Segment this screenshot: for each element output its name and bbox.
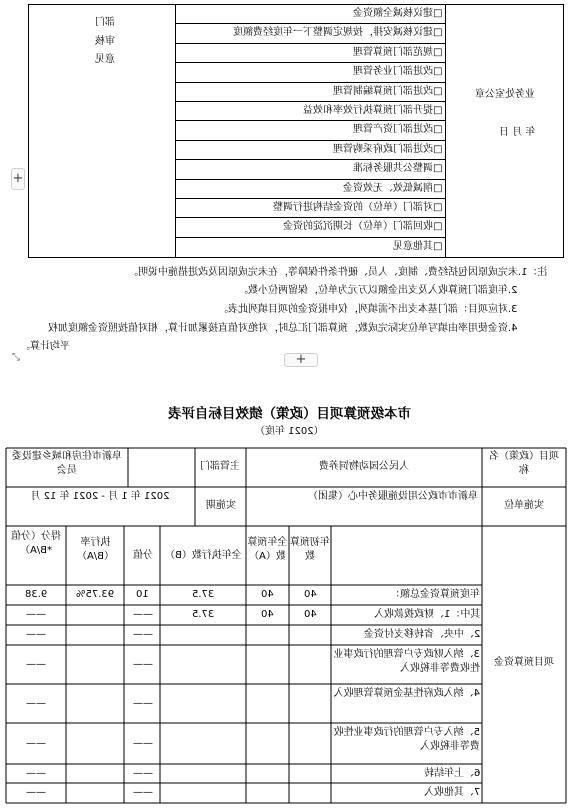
- row-full-exec: 37.5: [192, 609, 215, 620]
- impl-unit-value: 阜新市市政公用设施服务中心（集团）: [308, 491, 478, 502]
- header-full-year-exec: 全年执行数（B）: [165, 550, 242, 561]
- row-full-exec: [162, 628, 245, 642]
- review-option[interactable]: □削减低效、无效资金: [175, 180, 445, 199]
- options-list: [175, 5, 446, 257]
- row-got: ——: [26, 737, 46, 749]
- review-option[interactable]: □改进部门资产管理: [175, 121, 445, 140]
- review-label-column: [29, 5, 176, 257]
- note-2: 2.年度部门预算收入及支出金额以万元为单位，保留两位小数。: [238, 285, 518, 296]
- row-exec-rate: 93.75%: [76, 589, 115, 600]
- row-score: ——: [132, 767, 153, 779]
- review-option[interactable]: □收回部门（单位）长期沉淀的资金: [175, 218, 445, 237]
- review-option[interactable]: □对部门（单位）的资金结构进行调整: [175, 199, 445, 218]
- row-year-init: 40: [303, 589, 317, 600]
- row-exec-rate: [68, 786, 123, 800]
- table-subtitle: （2021 年度）: [254, 426, 324, 437]
- header-got-score: 得分（分值*B/A）: [11, 531, 61, 556]
- note-3: 3.对应项目：部门基本支出不需填列，仅申报资金的项目填列此表。: [218, 304, 518, 315]
- row-label: 7、其他收入: [423, 787, 480, 798]
- row-full-exec: [162, 697, 245, 711]
- row-year-init: [290, 786, 330, 800]
- row-full-exec: 37.5: [192, 589, 215, 600]
- row-got: ——: [26, 658, 46, 670]
- row-exec-rate: [68, 608, 123, 622]
- row-score: ——: [132, 658, 153, 670]
- review-option[interactable]: □改进部门政府采购管理: [175, 141, 445, 160]
- project-name-label: 项目（政策）名称: [489, 451, 559, 476]
- review-option[interactable]: □改进部门业务管理: [175, 63, 445, 82]
- row-year-init: 40: [303, 609, 317, 620]
- row-got: ——: [26, 629, 46, 640]
- review-option[interactable]: □调整公共服务标准: [175, 160, 445, 179]
- impl-unit-label: 实施单位: [504, 500, 544, 511]
- row-label: 2、中央、省转移支付资金: [363, 629, 480, 640]
- row-year-init: [290, 767, 330, 781]
- review-label: 审核: [95, 36, 115, 47]
- note-1: 注：1.未完成原因包括经费、制度、人员、硬件条件保障等，在未完成原因及改进措施中说明。: [128, 267, 548, 278]
- row-year-init: [290, 658, 330, 672]
- row-year-init: [290, 737, 330, 751]
- row-label: 5、纳入专户管理的行政事业性收费等非税收入: [333, 727, 480, 752]
- row-exec-rate: [68, 737, 123, 751]
- row-score: ——: [132, 697, 153, 709]
- resize-handle-icon[interactable]: ⤡: [12, 352, 20, 363]
- row-label: 4、纳入政府性基金预算管理收入: [333, 688, 480, 699]
- review-option[interactable]: □其他意见: [392, 240, 442, 252]
- row-score: ——: [132, 629, 153, 640]
- row-full-budget: [247, 628, 288, 642]
- row-full-budget: [247, 786, 288, 800]
- add-row-below-button[interactable]: +: [284, 353, 318, 367]
- row-got: ——: [26, 787, 46, 798]
- row-exec-rate: [68, 658, 123, 672]
- row-score: 10: [136, 589, 149, 600]
- row-score: ——: [132, 609, 153, 620]
- impl-period-value: 2021 年 1 月 - 2021 年 12 月: [30, 491, 170, 502]
- row-year-init: [290, 697, 330, 711]
- row-full-budget: [247, 767, 288, 781]
- row-exec-rate: [68, 697, 123, 711]
- row-year-init: [290, 628, 330, 642]
- row-label: 其中：1、财政拨款收入: [373, 609, 480, 620]
- row-exec-rate: [68, 628, 123, 642]
- row-label: 6、上年结转: [423, 767, 480, 779]
- section-label: 项目预算资金: [494, 657, 554, 668]
- row-got: ——: [26, 697, 46, 709]
- supervisor-label: 主管部门: [200, 461, 240, 472]
- review-option[interactable]: □提升部门预算执行效率和效益: [175, 102, 445, 121]
- row-full-budget: 40: [261, 589, 274, 600]
- note-4: 4.资金使用率由填写单位实际完成数，预算部门汇总时，对绝对值直接累加计算，相对值按照资金额度加权: [48, 323, 518, 334]
- row-full-exec: [162, 658, 245, 672]
- review-option[interactable]: □建议核减全额资金: [175, 5, 445, 24]
- header-year-init: 年初预算数: [290, 537, 330, 562]
- review-form-table: [28, 4, 564, 258]
- row-score: ——: [132, 787, 153, 798]
- row-full-exec: [162, 767, 245, 781]
- supervisor-value: 阜新市住房和城乡建设委员会: [12, 451, 122, 476]
- row-full-exec: [162, 786, 245, 800]
- header-score: 分值: [132, 550, 153, 561]
- impl-period-label: 实施期: [206, 500, 236, 511]
- row-got: ——: [26, 609, 46, 620]
- row-full-budget: 40: [261, 609, 274, 620]
- header-full-year-budget: 全年预算数（A）: [247, 537, 288, 562]
- row-full-budget: [247, 658, 288, 672]
- header-exec-rate: 执行率（B/A）: [76, 537, 115, 562]
- row-full-budget: [247, 697, 288, 711]
- review-option[interactable]: □改进部门预算编制管理: [175, 83, 445, 102]
- row-got: 9.38: [24, 589, 48, 600]
- project-name-value: 人民公园动物饲养费: [319, 461, 409, 472]
- note-4-cont: 平均计算。: [20, 341, 70, 352]
- row-label: 年度预算资金总额：: [390, 589, 480, 600]
- office-seal-label: 业务处室公章: [475, 89, 535, 100]
- row-score: ——: [132, 737, 153, 749]
- dept-label: 部门: [95, 17, 115, 28]
- row-full-exec: [162, 737, 245, 751]
- review-option[interactable]: □建议核减安排，按规定调整下一年度经费额度: [175, 24, 445, 43]
- seal-date-label: 年 月 日: [498, 127, 535, 138]
- seal-area: [445, 5, 563, 257]
- table-title: 市本级预算项目（政策）绩效目标自评表: [167, 406, 411, 422]
- add-row-button[interactable]: +: [11, 168, 25, 190]
- row-exec-rate: [68, 767, 123, 781]
- row-label: 3、纳入财政专户管理的行政事业性收费等非税收入: [333, 649, 480, 674]
- row-full-budget: [247, 737, 288, 751]
- review-option[interactable]: □规范部门预算管理: [175, 44, 445, 63]
- opinion-label: 意见: [95, 54, 115, 65]
- row-got: ——: [26, 767, 46, 779]
